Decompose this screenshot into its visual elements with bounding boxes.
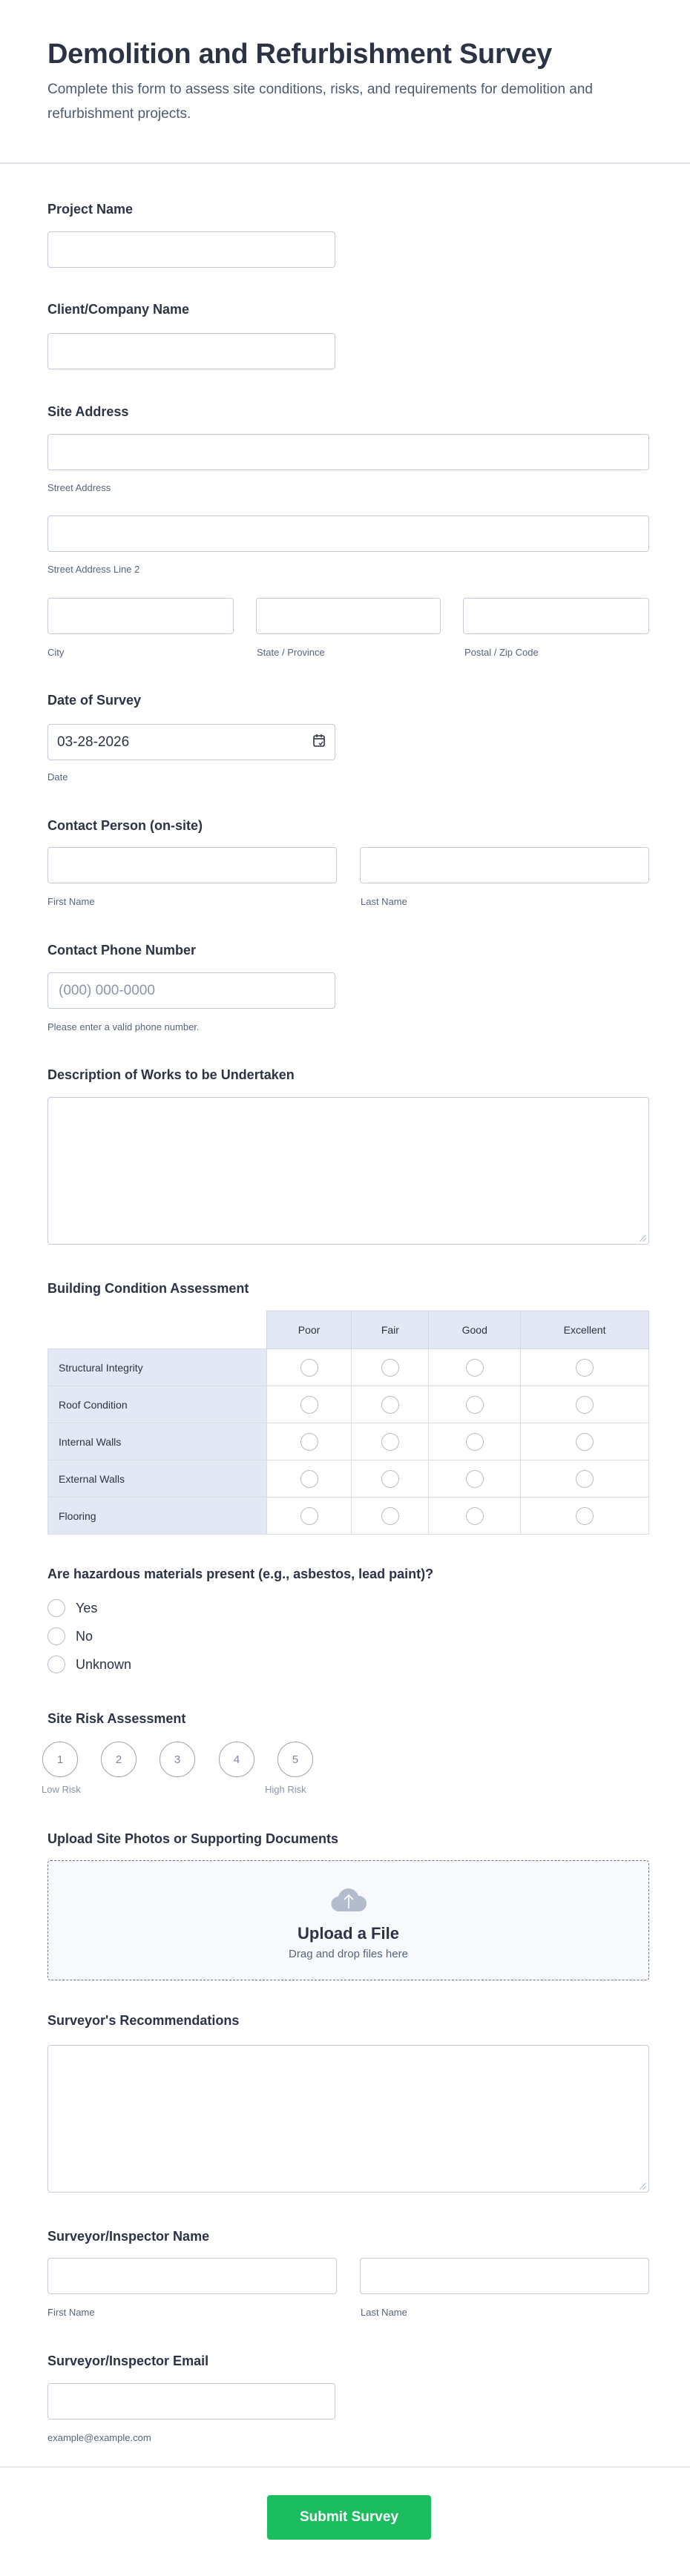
phone-input[interactable] <box>47 972 335 1009</box>
client-name-label: Client/Company Name <box>47 302 190 317</box>
matrix-cell <box>429 1460 521 1498</box>
contact-first-name-sublabel: First Name <box>47 896 95 907</box>
hazard-option-label: Unknown <box>76 1656 132 1672</box>
form-footer <box>0 2466 690 2576</box>
contact-last-name-sublabel: Last Name <box>361 896 407 907</box>
matrix-radio-button[interactable] <box>381 1359 399 1377</box>
matrix-radio-button[interactable] <box>576 1433 594 1451</box>
matrix-cell <box>429 1423 521 1460</box>
surveyor-name-label: Surveyor/Inspector Name <box>47 2229 210 2244</box>
recommendations-label: Surveyor's Recommendations <box>47 2013 240 2028</box>
matrix-column-poor: Poor <box>266 1311 352 1349</box>
matrix-cell <box>521 1349 649 1386</box>
description-label: Description of Works to be Undertaken <box>47 1067 295 1082</box>
phone-placeholder: (000) 000-0000 <box>59 982 155 998</box>
surveyor-first-name-input[interactable] <box>47 2258 337 2294</box>
radio-button[interactable] <box>47 1656 65 1673</box>
client-name-input[interactable] <box>47 333 335 369</box>
risk-scale-2[interactable]: 2 <box>101 1742 137 1777</box>
zip-input[interactable] <box>463 598 649 634</box>
contact-first-name-input[interactable] <box>47 847 337 883</box>
risk-scale-3[interactable]: 3 <box>160 1742 195 1777</box>
matrix-radio-button[interactable] <box>466 1470 484 1488</box>
project-name-input[interactable] <box>47 231 335 268</box>
matrix-radio-button[interactable] <box>381 1433 399 1451</box>
street-address-line2-sublabel: Street Address Line 2 <box>47 564 140 575</box>
hazard-option-label: Yes <box>76 1600 98 1615</box>
resize-grip-icon[interactable] <box>640 2183 646 2190</box>
submit-survey-button[interactable]: Submit Survey <box>267 2495 431 2540</box>
upload-hint: Drag and drop files here <box>289 1948 408 1960</box>
recommendations-textarea[interactable] <box>47 2045 649 2193</box>
street-address-input[interactable] <box>47 434 649 470</box>
page-subtitle: Complete this form to assess site conditions, risks, and requirements for demolition and refurbishment projects. <box>47 82 593 122</box>
matrix-corner <box>48 1311 267 1349</box>
upload-title: Upload a File <box>298 1924 399 1943</box>
matrix-row <box>48 1460 649 1498</box>
project-name-label: Project Name <box>47 202 134 217</box>
date-value: 03-28-2026 <box>57 734 130 750</box>
matrix-column-excellent: Excellent <box>521 1311 649 1349</box>
surveyor-email-label: Surveyor/Inspector Email <box>47 2353 209 2368</box>
matrix-cell <box>266 1460 352 1498</box>
matrix-cell <box>266 1349 352 1386</box>
date-input[interactable] <box>47 724 335 760</box>
matrix-cell <box>521 1386 649 1423</box>
upload-label: Upload Site Photos or Supporting Documents <box>47 1831 339 1846</box>
zip-sublabel: Postal / Zip Code <box>464 647 539 658</box>
matrix-cell <box>429 1498 521 1535</box>
hazard-option-no[interactable] <box>47 1627 93 1645</box>
surveyor-email-hint: example@example.com <box>47 2432 151 2443</box>
matrix-cell <box>352 1386 429 1423</box>
hazard-label: Are hazardous materials present (e.g., asbestos, lead paint)? <box>47 1567 434 1581</box>
site-risk-label: Site Risk Assessment <box>47 1711 186 1726</box>
date-sublabel: Date <box>47 771 68 783</box>
state-input[interactable] <box>256 598 441 634</box>
phone-label: Contact Phone Number <box>47 943 197 958</box>
risk-scale-4[interactable]: 4 <box>219 1742 254 1777</box>
resize-grip-icon[interactable] <box>640 1235 646 1242</box>
hazard-option-yes[interactable] <box>47 1599 97 1617</box>
building-condition-label: Building Condition Assessment <box>47 1281 249 1296</box>
condition-matrix <box>47 1311 649 1535</box>
matrix-row <box>48 1349 649 1386</box>
matrix-radio-button[interactable] <box>466 1433 484 1451</box>
matrix-cell <box>266 1498 352 1535</box>
city-input[interactable] <box>47 598 234 634</box>
matrix-radio-button[interactable] <box>466 1396 484 1414</box>
matrix-cell <box>352 1423 429 1460</box>
contact-person-label: Contact Person (on-site) <box>47 818 203 833</box>
contact-last-name-input[interactable] <box>360 847 649 883</box>
surveyor-first-name-sublabel: First Name <box>47 2307 95 2318</box>
matrix-radio-button[interactable] <box>576 1396 594 1414</box>
matrix-radio-button[interactable] <box>466 1359 484 1377</box>
risk-scale-5[interactable]: 5 <box>277 1742 313 1777</box>
description-textarea[interactable] <box>47 1097 649 1245</box>
matrix-column-good: Good <box>429 1311 521 1349</box>
matrix-cell <box>352 1460 429 1498</box>
matrix-row <box>48 1423 649 1460</box>
street-address-line2-input[interactable] <box>47 515 649 552</box>
city-sublabel: City <box>47 647 65 658</box>
matrix-column-fair: Fair <box>352 1311 429 1349</box>
matrix-row-label: Flooring <box>48 1498 267 1535</box>
matrix-row <box>48 1386 649 1423</box>
hazard-option-unknown[interactable] <box>47 1656 131 1673</box>
matrix-radio-button[interactable] <box>300 1433 318 1451</box>
matrix-radio-button[interactable] <box>381 1470 399 1488</box>
matrix-radio-button[interactable] <box>300 1507 318 1525</box>
matrix-cell <box>521 1423 649 1460</box>
matrix-row-label: Internal Walls <box>48 1423 267 1460</box>
surveyor-email-input[interactable] <box>47 2383 335 2419</box>
page-title: Demolition and Refurbishment Survey <box>47 39 552 70</box>
matrix-radio-button[interactable] <box>466 1507 484 1525</box>
matrix-cell <box>521 1460 649 1498</box>
matrix-cell <box>521 1498 649 1535</box>
high-risk-label: High Risk <box>265 1784 306 1795</box>
state-sublabel: State / Province <box>257 647 325 658</box>
matrix-cell <box>429 1386 521 1423</box>
hazard-option-label: No <box>76 1628 93 1644</box>
matrix-radio-button[interactable] <box>300 1396 318 1414</box>
radio-button[interactable] <box>47 1627 65 1645</box>
header-divider <box>0 162 690 164</box>
matrix-cell <box>266 1386 352 1423</box>
matrix-row-label: Roof Condition <box>48 1386 267 1423</box>
site-address-label: Site Address <box>47 404 129 419</box>
matrix-radio-button[interactable] <box>576 1359 594 1377</box>
matrix-radio-button[interactable] <box>576 1470 594 1488</box>
matrix-radio-button[interactable] <box>300 1359 318 1377</box>
matrix-row-label: Structural Integrity <box>48 1349 267 1386</box>
file-upload-dropzone[interactable] <box>47 1860 649 1980</box>
surveyor-last-name-input[interactable] <box>360 2258 649 2294</box>
phone-hint: Please enter a valid phone number. <box>47 1021 200 1032</box>
surveyor-last-name-sublabel: Last Name <box>361 2307 407 2318</box>
matrix-cell <box>266 1423 352 1460</box>
matrix-radio-button[interactable] <box>300 1470 318 1488</box>
matrix-cell <box>352 1349 429 1386</box>
low-risk-label: Low Risk <box>42 1784 81 1795</box>
matrix-cell <box>352 1498 429 1535</box>
risk-scale-1[interactable]: 1 <box>42 1742 78 1777</box>
radio-button[interactable] <box>47 1599 65 1617</box>
date-label: Date of Survey <box>47 693 142 708</box>
calendar-icon[interactable] <box>312 733 326 752</box>
matrix-row-label: External Walls <box>48 1460 267 1498</box>
matrix-radio-button[interactable] <box>381 1507 399 1525</box>
matrix-radio-button[interactable] <box>381 1396 399 1414</box>
matrix-cell <box>429 1349 521 1386</box>
street-address-sublabel: Street Address <box>47 482 111 493</box>
cloud-upload-icon <box>48 1886 648 1917</box>
matrix-radio-button[interactable] <box>576 1507 594 1525</box>
matrix-row <box>48 1498 649 1535</box>
